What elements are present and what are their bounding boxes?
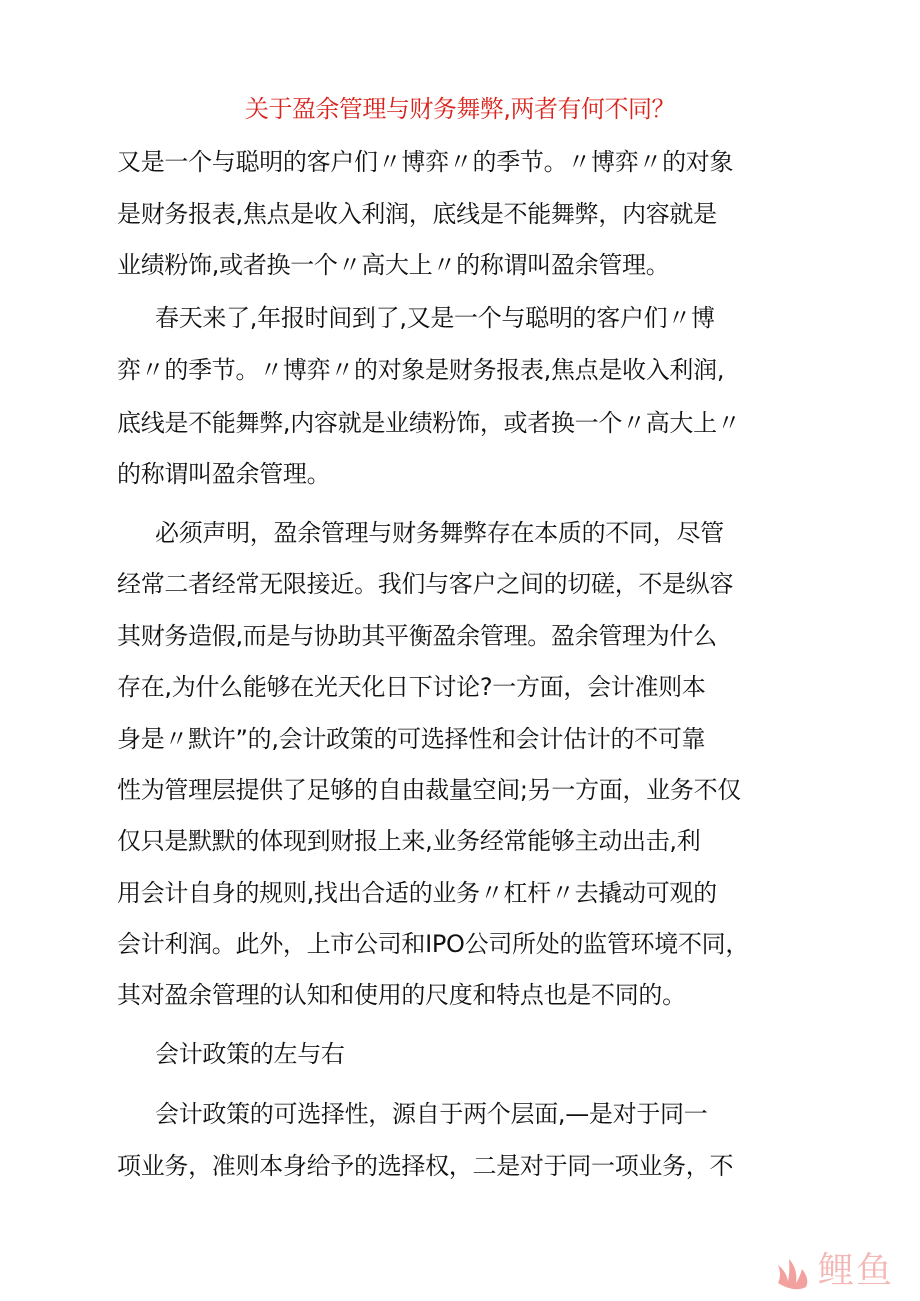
section-heading: 会计政策的左与右 <box>155 1040 345 1068</box>
body-line: 其对盈余管理的认知和使用的尺度和特点也是不同的。 <box>117 981 686 1009</box>
body-line: 身是〃默许”的,会计政策的可选择性和会计估计的不可靠 <box>117 725 706 753</box>
document-title: 关于盈余管理与财务舞弊,两者有何不同？ <box>244 95 676 123</box>
body-line: 存在,为什么能够在光天化日下讨论?一方面，会计准则本 <box>117 673 706 701</box>
body-line: 会计利润。此外，上市公司和IPO公司所处的监管环境不同， <box>117 930 750 958</box>
body-line: 经常二者经常无限接近。我们与客户之间的切磋，不是纵容 <box>117 570 734 598</box>
watermark-text: 鲤鱼 <box>817 1250 894 1291</box>
watermark-logo <box>772 1251 894 1291</box>
body-line: 用会计自身的规则,找出合适的业务〃杠杆〃去撬动可观的 <box>117 879 717 907</box>
body-line: 仅只是默默的体现到财报上来,业务经常能够主动出击,利 <box>117 827 701 855</box>
body-line: 必须声明，盈余管理与财务舞弊存在本质的不同，尽管 <box>155 519 724 547</box>
body-line: 春天来了,年报时间到了,又是一个与聪明的客户们〃博 <box>155 304 715 332</box>
body-line: 项业务，准则本身给予的选择权，二是对于同一项业务，不 <box>117 1152 734 1180</box>
fire-icon <box>772 1253 814 1291</box>
body-line: 又是一个与聪明的客户们〃博弈〃的季节。〃博弈〃的对象 <box>117 148 734 176</box>
body-line: 业绩粉饰,或者换一个〃高大上〃的称谓叫盈余管理。 <box>117 251 670 279</box>
body-line: 其财务造假,而是与协助其平衡盈余管理。盈余管理为什么 <box>117 622 717 650</box>
body-line: 的称谓叫盈余管理。 <box>117 460 331 488</box>
body-line: 性为管理层提供了足够的自由裁量空间;另一方面，业务不仅 <box>117 776 741 804</box>
body-line: 是财务报表,焦点是收入利润，底线是不能舞弊，内容就是 <box>117 200 717 228</box>
body-line: 弈〃的季节。〃博弈〃的对象是财务报表,焦点是收入利润, <box>117 356 725 384</box>
body-line: 底线是不能舞弊,内容就是业绩粉饰，或者换一个〃高大上〃 <box>117 409 741 437</box>
body-line: 会计政策的可选择性，源自于两个层面,—是对于同一 <box>155 1100 708 1128</box>
